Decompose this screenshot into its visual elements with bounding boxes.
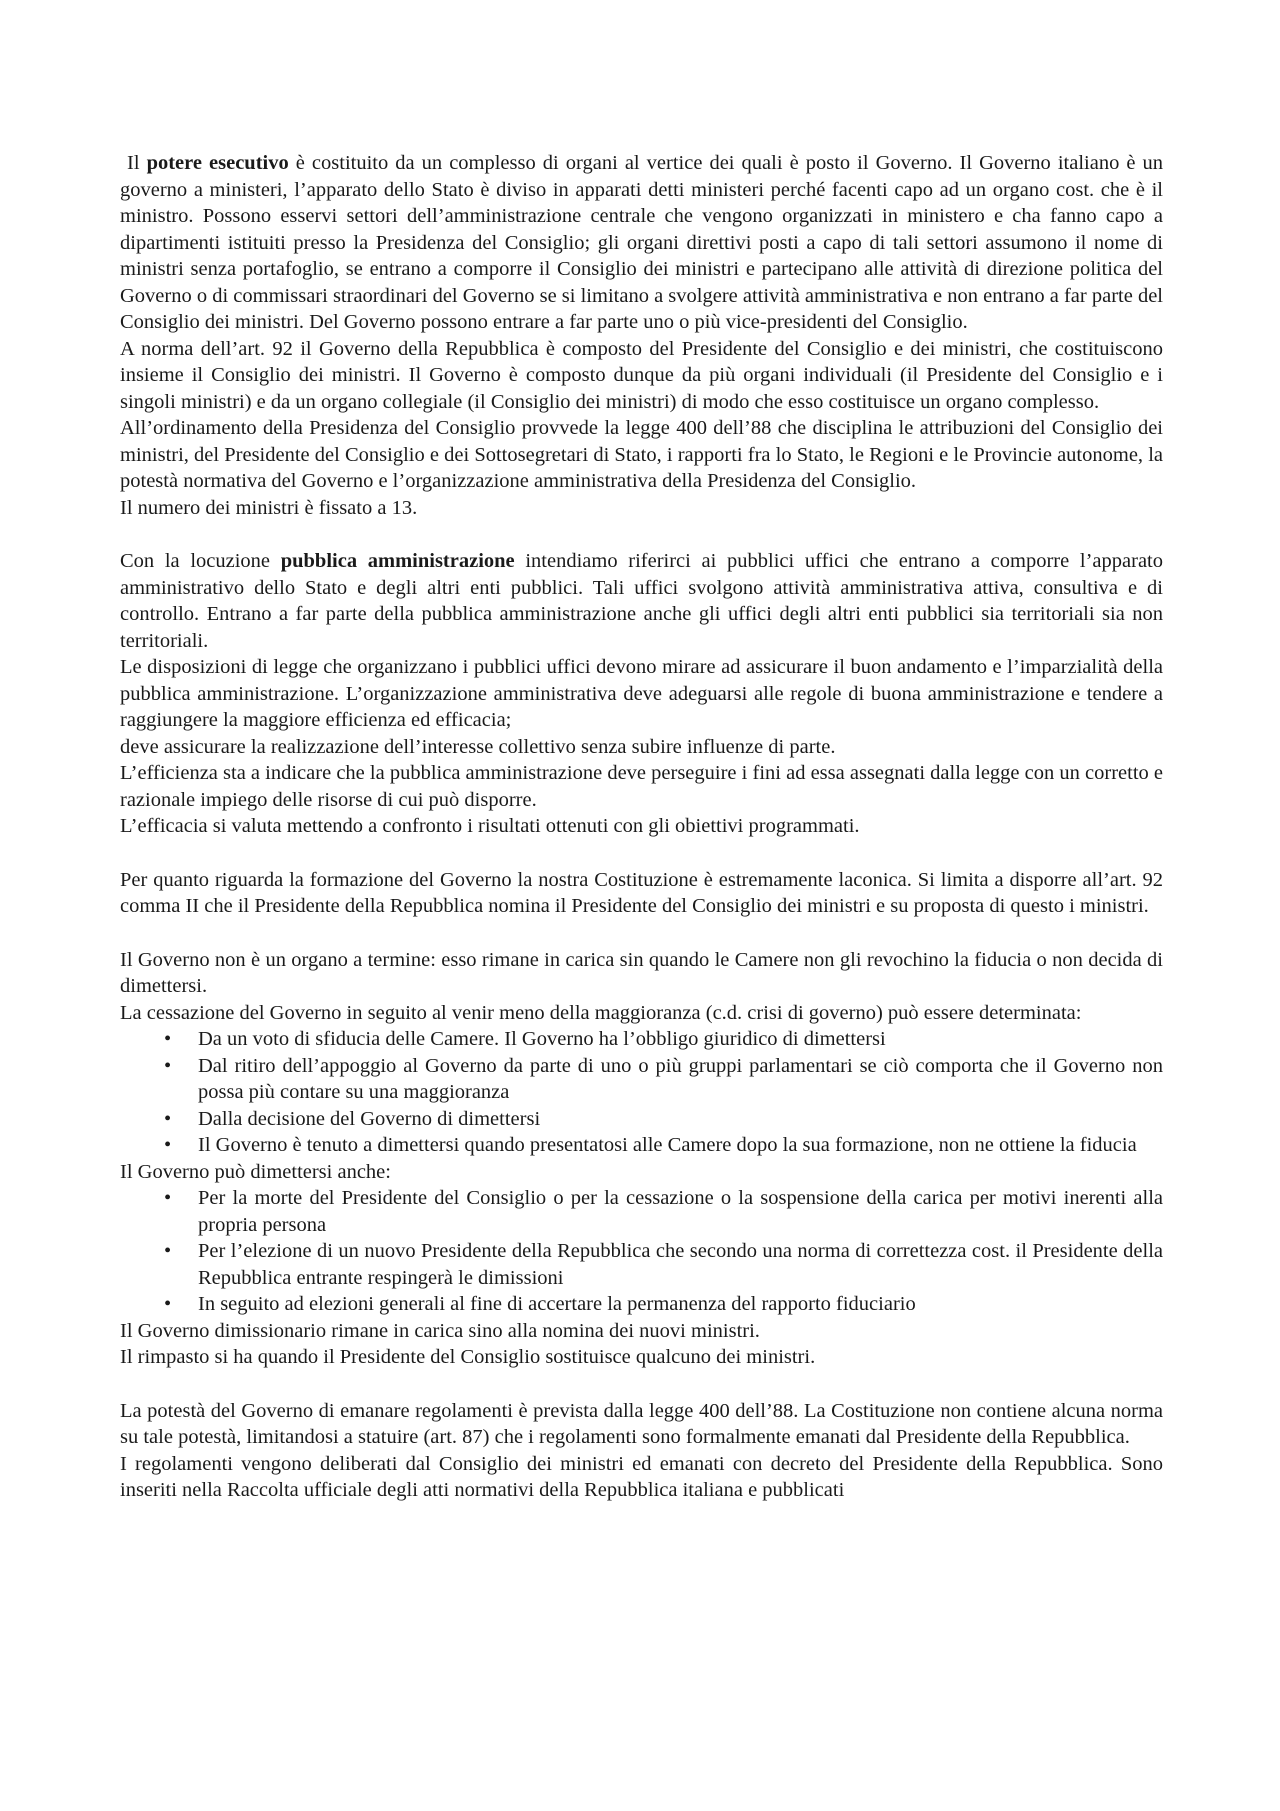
term-pubblica-amministrazione: pubblica amministrazione	[280, 550, 515, 572]
paragraph-dimettersi-anche: Il Governo può dimettersi anche:	[120, 1160, 391, 1183]
paragraph-formazione-governo: Per quanto riguarda la formazione del Governo la nostra Costituzione è estremamente laconica. Si limita a disporre all’art. 92 comma II che il Presidente della Repubblica nomina il Presidente del Consiglio dei ministri e su proposta di questo i ministri.	[120, 868, 1163, 917]
bullet-icon: •	[164, 1107, 172, 1130]
list-dimettersi	[120, 1185, 1163, 1318]
paragraph-deliberati: I regolamenti vengono deliberati dal Consiglio dei ministri ed emanati con decreto del Presidente della Repubblica. Sono inseriti nella Raccolta ufficiale degli atti normativi della Repubblica italiana e pubblicati	[120, 1452, 1163, 1501]
pa-post: intendiamo riferirci ai pubblici uffici che entrano a comporre l’apparato amministrativo dello Stato e degli altri enti pubblici. Tali uffici svolgono attività amministrativa attiva, consultiva e di controllo. Entrano a far parte della pubblica amministrazione anche gli uffici degli altri enti pubblici sia territoriali sia non territoriali.	[120, 550, 1163, 652]
paragraph-organo-termine: Il Governo non è un organo a termine: esso rimane in carica sin quando le Camere non gli revochino la fiducia o non decida di dimettersi.	[120, 948, 1163, 997]
list-item-text: Per la morte del Presidente del Consiglio o per la cessazione o la sospensione della carica per motivi inerenti alla propria persona	[198, 1187, 1163, 1236]
paragraph-efficacia: L’efficacia si valuta mettendo a confronto i risultati ottenuti con gli obiettivi programmati.	[120, 815, 860, 837]
bullet-icon: •	[164, 1134, 172, 1156]
list-cessazione	[120, 1026, 1163, 1159]
bullet-icon: •	[164, 1240, 172, 1262]
list-item	[120, 1106, 1163, 1133]
paragraph-potere-esecutivo	[120, 150, 1163, 336]
bullet-icon: •	[164, 1028, 172, 1050]
bullet-icon: •	[164, 1293, 172, 1315]
paragraph-art92: A norma dell’art. 92 il Governo della Repubblica è composto del Presidente del Consiglio e dei ministri, che costituiscono insieme il Consiglio dei ministri. Il Governo è composto dunque da più organi individuali (il Presidente del Consiglio e i singoli ministri) e da un organo collegiale (il Consiglio dei ministri) di modo che esso costituisce un organo complesso.	[120, 337, 1163, 413]
blank-line	[120, 840, 1163, 867]
intro-pre: Il	[127, 152, 147, 174]
term-potere-esecutivo: potere esecutivo	[146, 152, 289, 174]
list-item	[120, 1291, 1163, 1318]
blank-line	[120, 521, 1163, 548]
list-item	[120, 1185, 1163, 1238]
bullet-icon: •	[164, 1187, 172, 1209]
paragraph-disposizioni: Le disposizioni di legge che organizzano i pubblici uffici devono mirare ad assicurare il buon andamento e l’imparzialità della pubblica amministrazione. L’organizzazione amministrativa deve adeguarsi alle regole di buona amministrazione e tendere a raggiungere la maggiore efficienza ed efficacia;	[120, 656, 1163, 731]
paragraph-dimissionario: Il Governo dimissionario rimane in carica sino alla nomina dei nuovi ministri.	[120, 1319, 760, 1342]
list-item-text: Dalla decisione del Governo di dimettersi	[198, 1107, 541, 1130]
paragraph-regolamenti: La potestà del Governo di emanare regolamenti è prevista dalla legge 400 dell’88. La Costituzione non contiene alcuna norma su tale potestà, limitandosi a statuire (art. 87) che i regolamenti sono formalmente emanati dal Presidente della Repubblica.	[120, 1399, 1163, 1448]
intro-post: è costituito da un complesso di organi al vertice dei quali è posto il Governo. Il Governo italiano è un governo a ministeri, l’apparato dello Stato è diviso in apparati detti ministeri perché facenti capo ad un organo cost. che è il ministro. Possono esservi settori dell’amministrazione centrale che vengono organizzati in ministero e cha fanno capo a dipartimenti istituiti presso la Presidenza del Consiglio; gli organi direttivi posti a capo di tali settori assumono il nome di ministri senza portafoglio, se entrano a comporre il Consiglio dei ministri e partecipano alle attività di direzione politica del Governo o di commissari straordinari del Governo se si limitano a svolgere attività amministrativa e non entrano a far parte del Consiglio dei ministri. Del Governo possono entrare a far parte uno o più vice-presidenti del Consiglio.	[120, 152, 1164, 333]
list-item	[120, 1132, 1163, 1159]
blank-line	[120, 920, 1163, 947]
list-item-text: In seguito ad elezioni generali al fine di accertare la permanenza del rapporto fiduciario	[198, 1293, 916, 1315]
document-page	[120, 150, 1163, 1504]
paragraph-rimpasto: Il rimpasto si ha quando il Presidente del Consiglio sostituisce qualcuno dei ministri.	[120, 1346, 816, 1368]
bullet-icon: •	[164, 1054, 172, 1077]
list-item	[120, 1238, 1163, 1291]
paragraph-cessazione: La cessazione del Governo in seguito al venir meno della maggioranza (c.d. crisi di governo) può essere determinata:	[120, 1001, 1082, 1024]
blank-line	[120, 1371, 1163, 1398]
paragraph-interesse-collettivo: deve assicurare la realizzazione dell’interesse collettivo senza subire influenze di parte.	[120, 735, 836, 758]
pa-pre: Con la locuzione	[120, 550, 281, 572]
list-item-text: Dal ritiro dell’appoggio al Governo da parte di uno o più gruppi parlamentari se ciò comporta che il Governo non possa più contare su una maggioranza	[198, 1054, 1163, 1103]
list-item	[120, 1053, 1163, 1106]
paragraph-numero-ministri: Il numero dei ministri è fissato a 13.	[120, 496, 418, 519]
paragraph-pubblica-amministrazione	[120, 548, 1163, 654]
paragraph-ordinamento: All’ordinamento della Presidenza del Consiglio provvede la legge 400 dell’88 che disciplina le attribuzioni del Consiglio dei ministri, del Presidente del Consiglio e dei Sottosegretari di Stato, i rapporti fra lo Stato, le Regioni e le Provincie autonome, la potestà normativa del Governo e l’organizzazione amministrativa della Presidenza del Consiglio.	[120, 417, 1163, 492]
list-item	[120, 1026, 1163, 1053]
list-item-text: Il Governo è tenuto a dimettersi quando presentatosi alle Camere dopo la sua formazione, non ne ottiene la fiducia	[198, 1134, 1137, 1156]
list-item-text: Da un voto di sfiducia delle Camere. Il Governo ha l’obbligo giuridico di dimettersi	[198, 1028, 886, 1050]
paragraph-efficienza: L’efficienza sta a indicare che la pubblica amministrazione deve perseguire i fini ad essa assegnati dalla legge con un corretto e razionale impiego delle risorse di cui può disporre.	[120, 762, 1163, 811]
list-item-text: Per l’elezione di un nuovo Presidente della Repubblica che secondo una norma di correttezza cost. il Presidente della Repubblica entrante respingerà le dimissioni	[198, 1240, 1163, 1289]
